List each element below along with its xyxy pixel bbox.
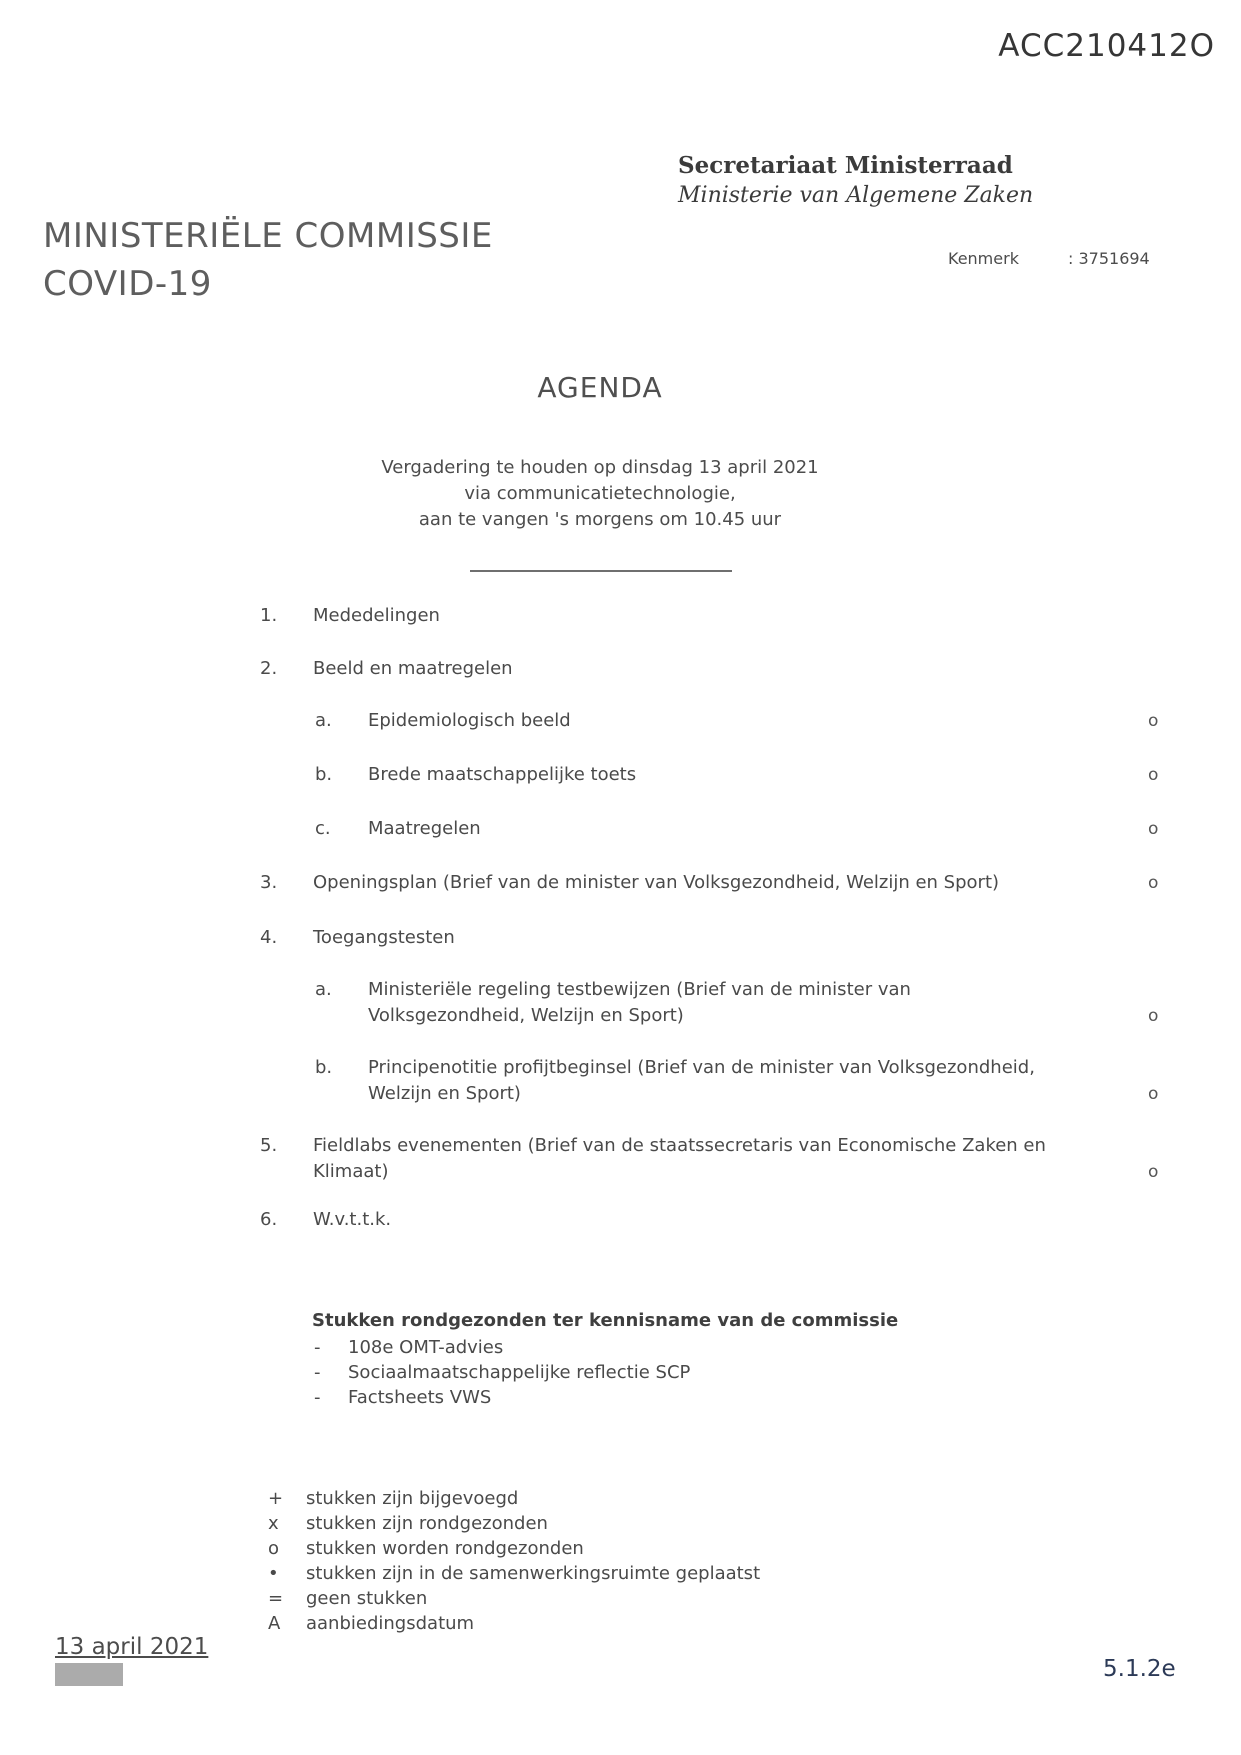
agenda-heading: AGENDA	[537, 371, 663, 404]
redaction-ground-code: 5.1.2e	[1103, 1656, 1176, 1682]
legend-row-o	[268, 1536, 760, 1561]
item-text: Maatregelen	[368, 818, 481, 839]
legend-text: stukken zijn rondgezonden	[306, 1513, 548, 1534]
plus-symbol: +	[268, 1488, 284, 1509]
item-text: Mededelingen	[313, 605, 440, 626]
dash-bullet: -	[314, 1387, 321, 1408]
agenda-item-4b	[260, 1055, 1172, 1107]
item-number: 2.	[260, 658, 278, 679]
dash-bullet: -	[314, 1337, 321, 1358]
equals-symbol: =	[268, 1588, 284, 1609]
item-letter: a.	[315, 979, 332, 1000]
status-marker: o	[1148, 873, 1159, 893]
item-text: Principenotitie profijtbeginsel (Brief van de minister van Volksgezondheid,	[368, 1057, 1035, 1078]
meeting-line-1: Vergadering te houden op dinsdag 13 april 2021	[381, 457, 819, 478]
circulated-heading: Stukken rondgezonden ter kennisname van de commissie	[312, 1310, 899, 1331]
status-marker: o	[1148, 1162, 1159, 1182]
ministry-line: Ministerie van Algemene Zaken	[678, 183, 1034, 208]
item-number: 1.	[260, 605, 278, 626]
item-text-line2: Volksgezondheid, Welzijn en Sport)	[368, 1005, 684, 1026]
item-text: Fieldlabs evenementen (Brief van de staatssecretaris van Economische Zaken en	[313, 1135, 1046, 1156]
item-letter: c.	[315, 818, 331, 839]
legend-row-plus	[268, 1486, 760, 1511]
secretariat-line: Secretariaat Ministerraad	[678, 152, 1013, 179]
status-marker: o	[1148, 819, 1159, 839]
status-marker: o	[1148, 1006, 1159, 1026]
ministry-header	[678, 151, 1033, 211]
agenda-item-5	[260, 1133, 1172, 1185]
agenda-item-2a	[260, 708, 1172, 734]
status-legend	[268, 1486, 760, 1636]
item-text: Epidemiologisch beeld	[368, 710, 571, 731]
circulated-item-text: Sociaalmaatschappelijke reflectie SCP	[348, 1362, 691, 1383]
item-number: 5.	[260, 1135, 278, 1156]
legend-row-equals	[268, 1586, 760, 1611]
item-number: 3.	[260, 872, 278, 893]
item-text: Toegangstesten	[313, 927, 455, 948]
meeting-line-3: aan te vangen 's morgens om 10.45 uur	[418, 509, 782, 530]
status-marker: o	[1148, 765, 1159, 785]
dot-symbol: •	[268, 1563, 279, 1584]
item-text: Beeld en maatregelen	[313, 658, 513, 679]
item-text: Brede maatschappelijke toets	[368, 764, 637, 785]
kenmerk-value: : 3751694	[1068, 249, 1150, 268]
meeting-details	[0, 455, 1200, 533]
redaction-box	[55, 1663, 123, 1686]
legend-text: stukken worden rondgezonden	[306, 1538, 584, 1559]
item-number: 6.	[260, 1209, 278, 1230]
circulated-item-text: 108e OMT-advies	[348, 1337, 504, 1358]
agenda-item-3	[260, 870, 1172, 896]
item-text-line2: Welzijn en Sport)	[368, 1083, 521, 1104]
item-text-line2: Klimaat)	[313, 1161, 389, 1182]
circulated-item-text: Factsheets VWS	[348, 1387, 492, 1408]
item-number: 4.	[260, 927, 278, 948]
divider-line	[470, 570, 732, 572]
legend-text: geen stukken	[306, 1588, 428, 1609]
item-letter: a.	[315, 710, 332, 731]
legend-row-x	[268, 1511, 760, 1536]
legend-row-dot	[268, 1561, 760, 1586]
status-marker: o	[1148, 711, 1159, 731]
circulated-item-1	[312, 1335, 898, 1360]
item-text: Openingsplan (Brief van de minister van Volksgezondheid, Welzijn en Sport)	[313, 872, 1000, 893]
item-text: Ministeriële regeling testbewijzen (Brief van de minister van	[368, 979, 911, 1000]
meeting-line-2: via communicatietechnologie,	[464, 483, 736, 504]
o-symbol: o	[268, 1538, 280, 1559]
agenda-item-4	[260, 925, 1172, 951]
item-text: W.v.t.t.k.	[313, 1209, 392, 1230]
legend-row-a	[268, 1611, 760, 1636]
dash-bullet: -	[314, 1362, 321, 1383]
agenda-item-6	[260, 1207, 1172, 1233]
circulated-documents	[312, 1308, 898, 1410]
legend-text: aanbiedingsdatum	[306, 1613, 475, 1634]
committee-title	[43, 212, 493, 308]
agenda-item-4a	[260, 977, 1172, 1029]
legend-text: stukken zijn bijgevoegd	[306, 1488, 519, 1509]
document-reference-code: ACC210412O	[998, 28, 1215, 64]
item-letter: b.	[315, 1057, 333, 1078]
a-symbol: A	[268, 1613, 281, 1634]
document-date: 13 april 2021	[55, 1634, 209, 1660]
committee-title-line1: MINISTERIËLE COMMISSIE	[43, 216, 493, 256]
x-symbol: x	[268, 1513, 279, 1534]
circulated-item-2	[312, 1360, 898, 1385]
item-letter: b.	[315, 764, 333, 785]
legend-text: stukken zijn in de samenwerkingsruimte geplaatst	[306, 1563, 761, 1584]
committee-title-line2: COVID-19	[43, 264, 212, 304]
circulated-item-3	[312, 1385, 898, 1410]
agenda-item-1	[260, 603, 1172, 629]
status-marker: o	[1148, 1084, 1159, 1104]
agenda-item-2	[260, 656, 1172, 682]
agenda-item-2c	[260, 816, 1172, 842]
agenda-item-2b	[260, 762, 1172, 788]
kenmerk-label: Kenmerk	[948, 249, 1019, 268]
